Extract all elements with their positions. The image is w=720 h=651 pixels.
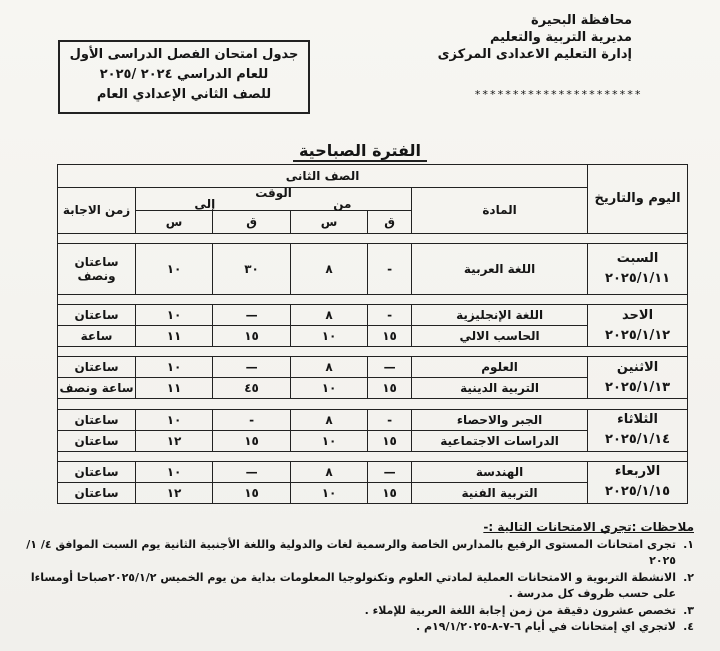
header-to-q: ق: [213, 211, 291, 234]
table-row: [58, 409, 688, 430]
from-hour-cell: ١٠: [291, 430, 368, 451]
day-date-cell: [588, 305, 688, 347]
exam-schedule-table: [57, 164, 688, 504]
duration-cell: ساعتان: [58, 305, 136, 326]
day-date-cell: [588, 243, 688, 294]
header-day-date: اليوم والتاريخ: [588, 165, 688, 234]
to-minute-cell: ١٥: [213, 326, 291, 347]
duration-cell: ساعة ونصف: [58, 378, 136, 399]
subject-cell: اللغة الإنجليزية: [412, 305, 588, 326]
subject-cell: الجبر والاحصاء: [412, 409, 588, 430]
from-minute-cell: -: [368, 305, 412, 326]
exam-date: ٢٠٢٥/١/١٢: [605, 327, 671, 343]
from-minute-cell: ١٥: [368, 430, 412, 451]
header-subject: المادة: [412, 187, 588, 233]
to-hour-cell: ١٠: [136, 243, 213, 294]
note-item: [14, 570, 694, 603]
note-text: تجرى امتحانات المستوى الرفيع بالمدارس الخاصة والرسمية لغات والدولية واللغة الأجنبية الثانية يوم السبت الموافق ٤/ ١/ ٢٠٢٥: [26, 537, 676, 567]
duration-cell: ساعتان: [58, 409, 136, 430]
day-name: الثلاثاء: [617, 412, 659, 428]
note-number: ١.: [683, 537, 694, 551]
note-text: لاتجري اي إمتحانات في أيام ٦-٧-٨-١٩/١/٢٠٢٥م .: [415, 620, 676, 633]
period-heading: الفترة الصباحية: [0, 141, 720, 160]
to-hour-cell: ١٠: [136, 461, 213, 482]
from-hour-cell: ٨: [291, 409, 368, 430]
duration-cell: ساعتان: [58, 357, 136, 378]
subject-cell: الهندسة: [412, 461, 588, 482]
day-name: الاربعاء: [614, 464, 661, 480]
header-time-label: الوقت: [255, 185, 292, 200]
separator-cell: [58, 399, 688, 409]
to-minute-cell: ١٥: [213, 430, 291, 451]
administration-name: إدارة التعليم الاعدادى المركزى: [437, 47, 632, 62]
to-hour-cell: ١١: [136, 378, 213, 399]
note-item: [14, 603, 694, 620]
table-row: [58, 305, 688, 326]
title-line-2: للعام الدراسي ٢٠٢٤ /٢٠٢٥: [99, 67, 269, 82]
from-hour-cell: ١٠: [291, 378, 368, 399]
to-hour-cell: ١٠: [136, 409, 213, 430]
to-hour-cell: ١٠: [136, 357, 213, 378]
day-separator: [58, 295, 688, 305]
stars-divider: **********************: [474, 88, 642, 101]
from-hour-cell: ٨: [291, 357, 368, 378]
note-number: ٤.: [683, 620, 694, 633]
header-from-s: س: [291, 211, 368, 234]
exam-date: ٢٠٢٥/١/١٤: [605, 432, 671, 448]
from-minute-cell: ١٥: [368, 326, 412, 347]
duration-cell: ساعتان: [58, 461, 136, 482]
day-separator: [58, 233, 688, 243]
table-row: [58, 461, 688, 482]
day-date-cell: [588, 357, 688, 399]
separator-cell: [58, 233, 688, 243]
header-from: من: [333, 196, 352, 211]
note-text: الانشطة التربوية و الامتحانات العملية لمادتي العلوم وتكنولوجيا المعلومات بداية من يوم الخميس ٢٠٢٥/١/٢صباحا أومساءا على حسب ظروف كل مدرسة .: [30, 570, 676, 600]
day-name: الاحد: [622, 307, 654, 323]
to-minute-cell: ٣٠: [213, 243, 291, 294]
from-minute-cell: -: [368, 243, 412, 294]
subject-cell: التربية الفنية: [412, 482, 588, 503]
to-minute-cell: ١٥: [213, 482, 291, 503]
duration-cell: ساعتان: [58, 430, 136, 451]
from-hour-cell: ١٠: [291, 326, 368, 347]
to-hour-cell: ١٢: [136, 430, 213, 451]
note-number: ٣.: [683, 603, 694, 617]
to-minute-cell: -: [213, 409, 291, 430]
duration-cell: ساعة: [58, 326, 136, 347]
separator-cell: [58, 451, 688, 461]
title-line-1: جدول امتحان الفصل الدراسى الأول: [69, 47, 299, 62]
schedule-title-box: [58, 40, 310, 114]
from-hour-cell: ٨: [291, 305, 368, 326]
exam-date: ٢٠٢٥/١/١٣: [605, 379, 671, 395]
header-grade: الصف الثانى: [58, 165, 588, 188]
header-to: إلى: [194, 196, 216, 211]
from-hour-cell: ٨: [291, 461, 368, 482]
duration-cell: ساعتان ونصف: [58, 243, 136, 294]
day-name: الاثنين: [616, 359, 659, 375]
subject-cell: الدراسات الاجتماعية: [412, 430, 588, 451]
governorate-name: محافظة البحيرة: [531, 13, 632, 28]
to-hour-cell: ١٠: [136, 305, 213, 326]
from-minute-cell: —: [368, 357, 412, 378]
separator-cell: [58, 295, 688, 305]
to-hour-cell: ١١: [136, 326, 213, 347]
day-name: السبت: [616, 250, 659, 266]
day-date-cell: [588, 461, 688, 503]
header-from-q: ق: [368, 211, 412, 234]
notes-section: [14, 519, 694, 636]
from-minute-cell: ١٥: [368, 378, 412, 399]
title-line-3: للصف الثاني الإعدادي العام: [96, 87, 272, 102]
exam-date: ٢٠٢٥/١/١١: [605, 270, 671, 286]
to-minute-cell: —: [213, 357, 291, 378]
note-item: [14, 619, 694, 636]
directorate-name: مديرية التربية والتعليم: [489, 30, 632, 45]
to-hour-cell: ١٢: [136, 482, 213, 503]
table-row: [58, 243, 688, 294]
header-time: [136, 187, 412, 211]
note-number: ٢.: [683, 570, 694, 584]
from-hour-cell: ١٠: [291, 482, 368, 503]
duration-cell: ساعتان: [58, 482, 136, 503]
to-minute-cell: ٤٥: [213, 378, 291, 399]
subject-cell: الحاسب الالي: [412, 326, 588, 347]
header-duration: زمن الاجابة: [58, 187, 136, 233]
note-item: [14, 537, 694, 570]
from-minute-cell: —: [368, 461, 412, 482]
day-separator: [58, 399, 688, 409]
from-minute-cell: ١٥: [368, 482, 412, 503]
from-minute-cell: -: [368, 409, 412, 430]
separator-cell: [58, 347, 688, 357]
issuer-header: [432, 12, 632, 63]
day-separator: [58, 347, 688, 357]
subject-cell: اللغة العربية: [412, 243, 588, 294]
to-minute-cell: —: [213, 305, 291, 326]
subject-cell: التربية الدينية: [412, 378, 588, 399]
exam-date: ٢٠٢٥/١/١٥: [605, 484, 671, 500]
notes-title: ملاحظات :تجري الامتحانات التالية :-: [483, 520, 694, 534]
table-row: [58, 357, 688, 378]
from-hour-cell: ٨: [291, 243, 368, 294]
to-minute-cell: —: [213, 461, 291, 482]
header-to-s: س: [136, 211, 213, 234]
subject-cell: العلوم: [412, 357, 588, 378]
day-separator: [58, 451, 688, 461]
note-text: تخصص عشرون دقيقة من زمن إجابة اللغة العربية للإملاء .: [364, 603, 676, 617]
day-date-cell: [588, 409, 688, 451]
